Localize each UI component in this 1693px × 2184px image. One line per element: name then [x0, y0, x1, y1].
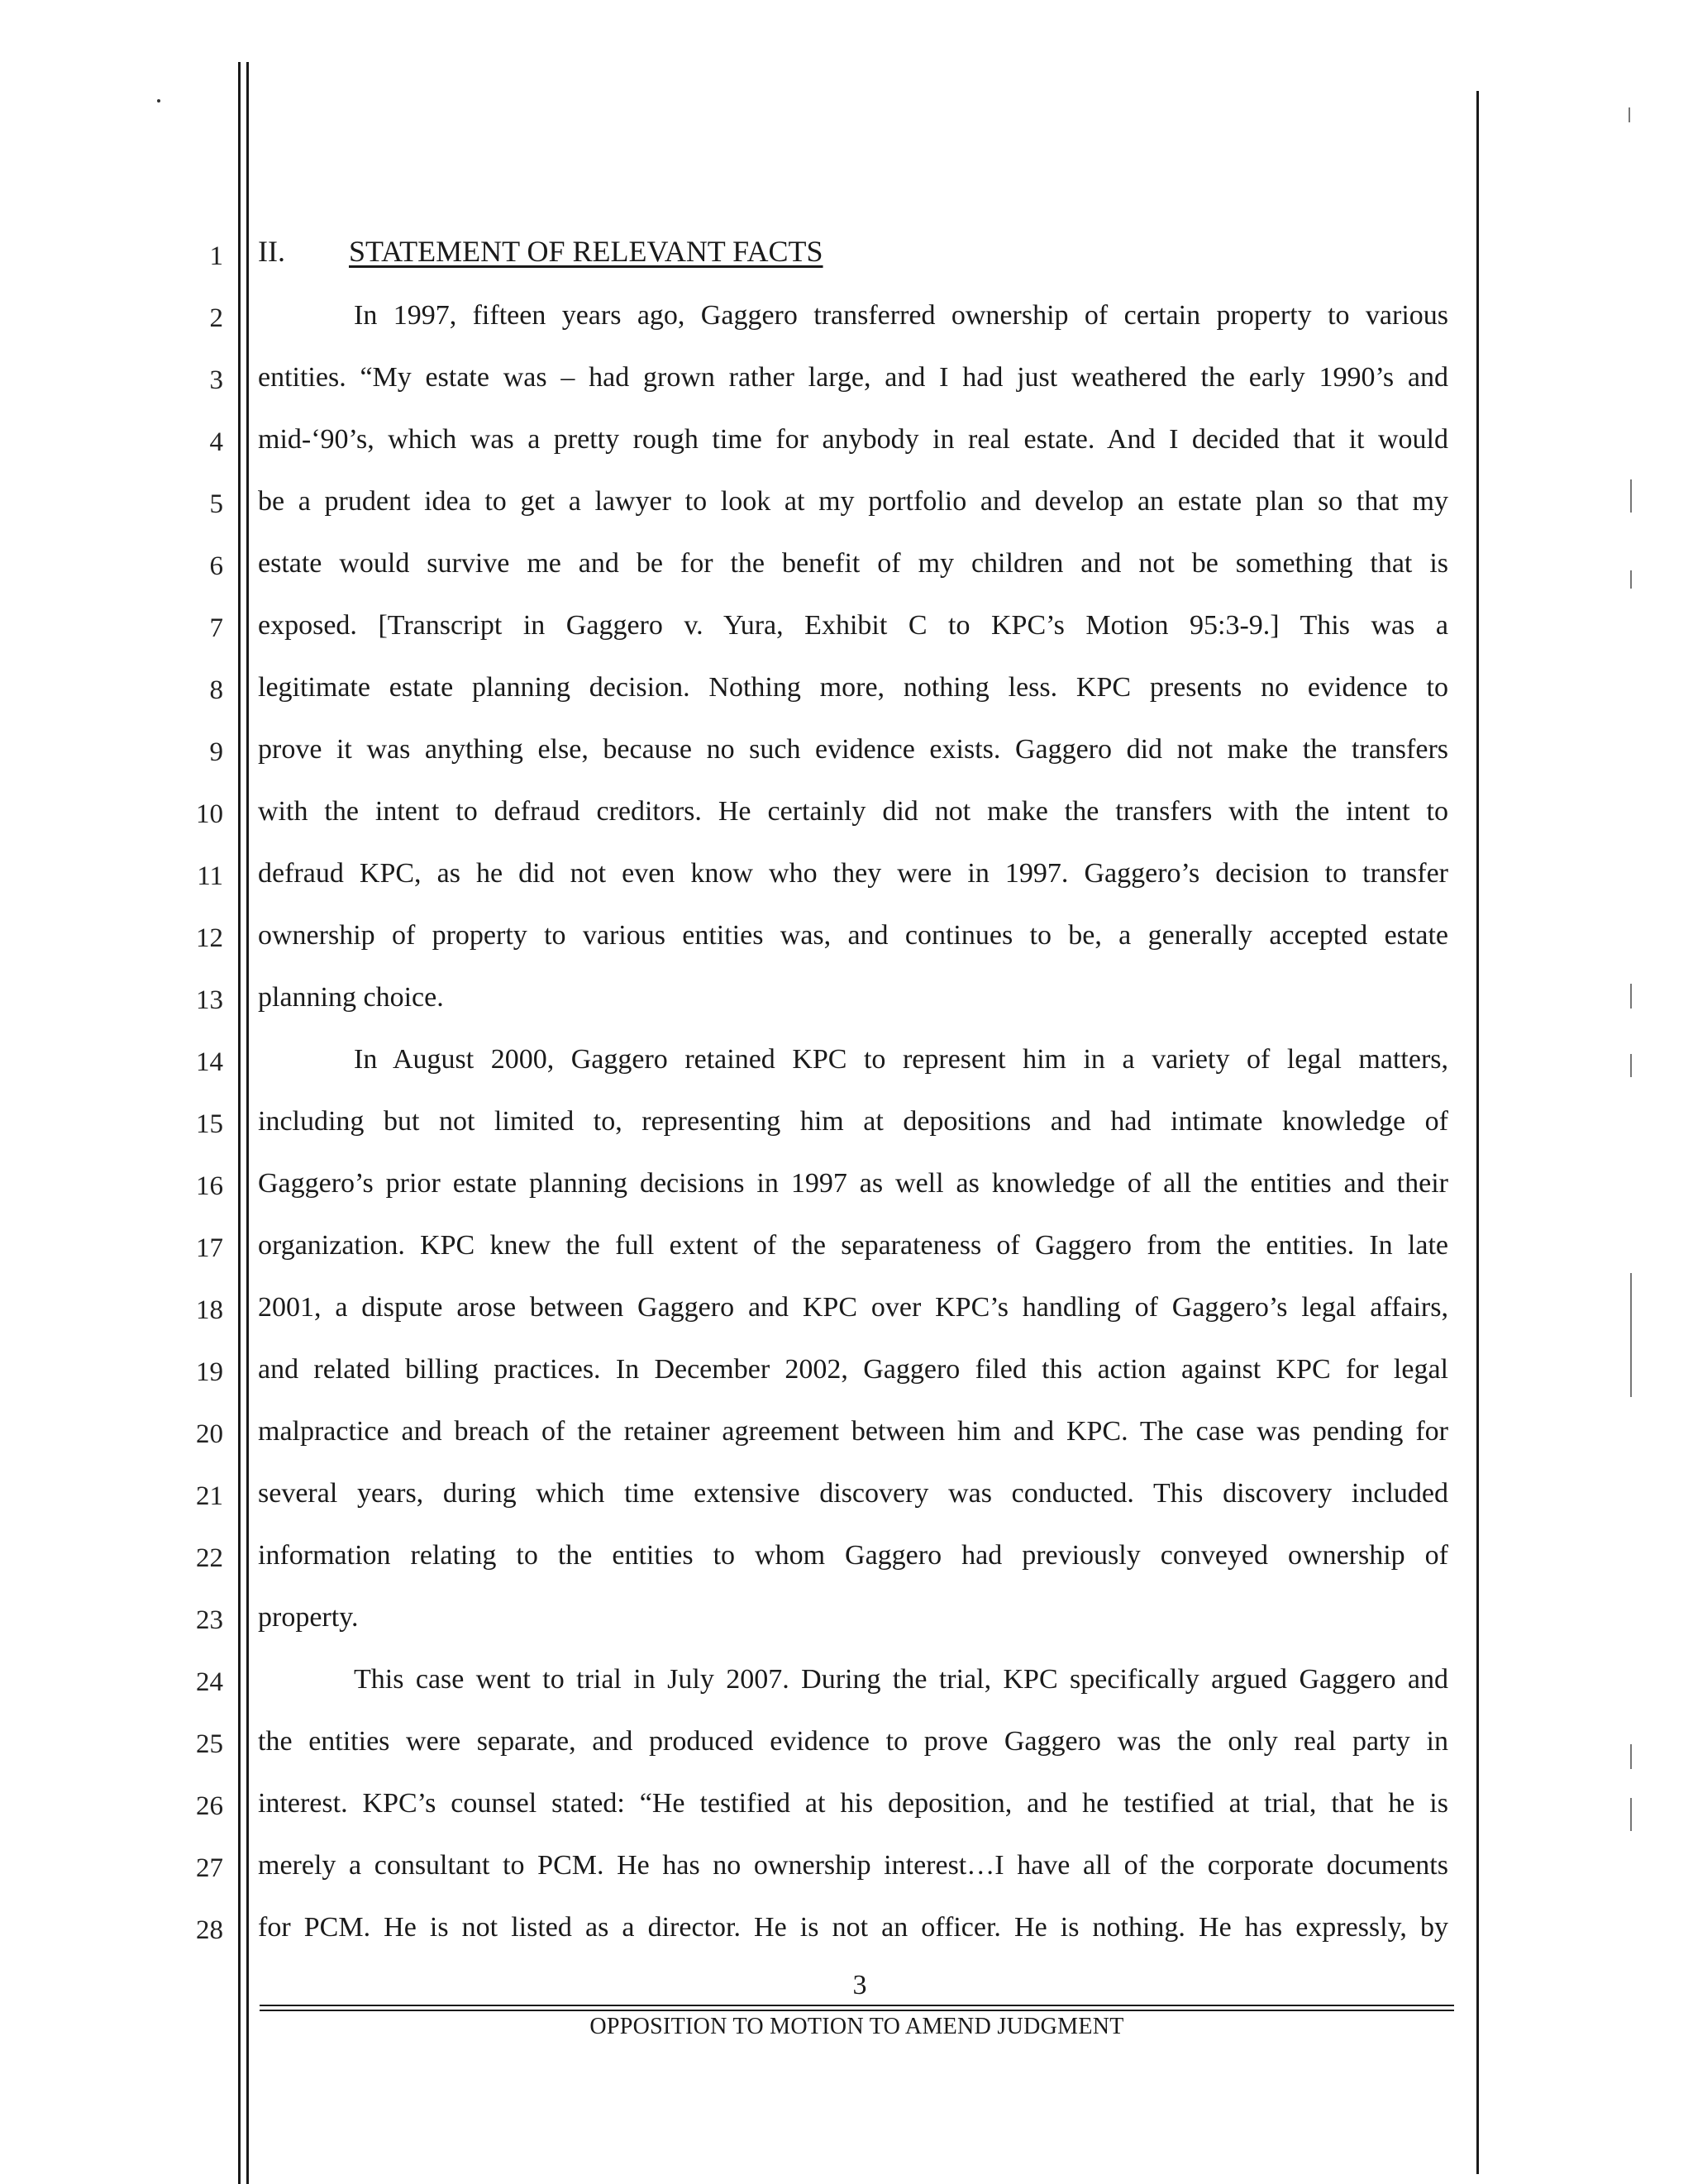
line-number: 27: [196, 1853, 223, 1883]
text-line: Gaggero’s prior estate planning decisions in 1997 as well as knowledge of all the entities and their: [258, 1168, 1448, 1199]
line-number: 6: [209, 551, 223, 581]
text-line: organization. KPC knew the full extent of the separateness of Gaggero from the entities. In late: [258, 1230, 1448, 1261]
text-line: malpractice and breach of the retainer agreement between him and KPC. The case was pending for: [258, 1416, 1448, 1447]
line-number: 24: [196, 1667, 223, 1697]
line-number: 14: [196, 1047, 223, 1077]
line-number: 17: [196, 1233, 223, 1263]
text-line: and related billing practices. In December 2002, Gaggero filed this action against KPC for legal: [258, 1354, 1448, 1385]
text-line: entities. “My estate was – had grown rather large, and I had just weathered the early 1990’s and: [258, 362, 1448, 393]
text-line: 2001, a dispute arose between Gaggero and KPC over KPC’s handling of Gaggero’s legal affairs,: [258, 1292, 1448, 1323]
scan-speck: [1630, 479, 1632, 513]
line-number: 12: [196, 923, 223, 953]
scan-speck: [1630, 984, 1632, 1009]
text-line: legitimate estate planning decision. Nothing more, nothing less. KPC presents no evidence to: [258, 672, 1448, 703]
line-number: 7: [209, 613, 223, 643]
scan-speck: [1630, 1054, 1632, 1077]
text-line: exposed. [Transcript in Gaggero v. Yura, Exhibit C to KPC’s Motion 95:3-9.] This was a: [258, 610, 1448, 641]
line-number: 5: [209, 489, 223, 519]
line-number: 11: [197, 861, 223, 891]
section-numeral: II.: [258, 235, 285, 268]
scan-speck: [1630, 1798, 1632, 1831]
line-number: 16: [196, 1171, 223, 1201]
text-line: planning choice.: [258, 982, 444, 1013]
document-body: [258, 0, 1448, 2184]
text-line: defraud KPC, as he did not even know who they were in 1997. Gaggero’s decision to transfer: [258, 858, 1448, 889]
line-number: 4: [209, 427, 223, 457]
line-number: 25: [196, 1729, 223, 1759]
text-line: ownership of property to various entities was, and continues to be, a generally accepted estate: [258, 920, 1448, 951]
line-number: 9: [209, 737, 223, 767]
line-number: 21: [196, 1481, 223, 1511]
left-margin-rule-outer: [238, 62, 241, 2184]
line-number: 1: [209, 241, 223, 271]
text-line: mid-‘90’s, which was a pretty rough time for anybody in real estate. And I decided that it would: [258, 424, 1448, 455]
section-title: STATEMENT OF RELEVANT FACTS: [349, 235, 823, 268]
line-number: 28: [196, 1915, 223, 1945]
text-line: merely a consultant to PCM. He has no ownership interest…I have all of the corporate documents: [258, 1850, 1448, 1881]
text-line: for PCM. He is not listed as a director. He is not an officer. He is nothing. He has expressly, by: [258, 1912, 1448, 1943]
footer-rule: [260, 2005, 1454, 2006]
line-number: 26: [196, 1791, 223, 1821]
text-line: property.: [258, 1602, 359, 1633]
scan-speck: [1630, 1273, 1632, 1397]
footer-title: OPPOSITION TO MOTION TO AMEND JUDGMENT: [589, 2014, 1124, 2039]
right-margin-rule: [1476, 91, 1479, 2174]
text-line: including but not limited to, representing him at depositions and had intimate knowledge of: [258, 1106, 1448, 1137]
line-number: 13: [196, 985, 223, 1015]
line-number: 22: [196, 1543, 223, 1573]
text-line: with the intent to defraud creditors. He certainly did not make the transfers with the intent to: [258, 796, 1448, 827]
text-line: information relating to the entities to whom Gaggero had previously conveyed ownership of: [258, 1540, 1448, 1571]
line-number-column: [165, 0, 231, 2184]
line-number: 10: [196, 799, 223, 829]
line-number: 2: [209, 303, 223, 333]
line-number: 18: [196, 1295, 223, 1325]
page-number: 3: [852, 1970, 867, 2000]
text-line: In 1997, fifteen years ago, Gaggero transferred ownership of certain property to various: [354, 300, 1448, 331]
scan-speck: [1629, 107, 1630, 122]
text-line: be a prudent idea to get a lawyer to look at my portfolio and develop an estate plan so that my: [258, 486, 1448, 517]
text-line: In August 2000, Gaggero retained KPC to represent him in a variety of legal matters,: [354, 1044, 1448, 1075]
footer-rule: [260, 2010, 1454, 2011]
scan-speck: [1630, 1744, 1632, 1769]
text-line: interest. KPC’s counsel stated: “He testified at his deposition, and he testified at trial, that he is: [258, 1788, 1448, 1819]
line-number: 8: [209, 675, 223, 705]
section-heading: [258, 233, 823, 269]
text-line: prove it was anything else, because no such evidence exists. Gaggero did not make the transfers: [258, 734, 1448, 765]
scan-speck: [157, 99, 160, 103]
scan-speck: [1630, 570, 1632, 589]
line-number: 19: [196, 1357, 223, 1387]
text-line: the entities were separate, and produced evidence to prove Gaggero was the only real party in: [258, 1726, 1448, 1757]
line-number: 23: [196, 1605, 223, 1635]
text-line: several years, during which time extensive discovery was conducted. This discovery included: [258, 1478, 1448, 1509]
text-line: estate would survive me and be for the benefit of my children and not be something that is: [258, 548, 1448, 579]
line-number: 15: [196, 1109, 223, 1139]
text-line: This case went to trial in July 2007. During the trial, KPC specifically argued Gaggero and: [354, 1664, 1448, 1695]
line-number: 3: [209, 365, 223, 395]
left-margin-rule-inner: [246, 62, 249, 2184]
line-number: 20: [196, 1419, 223, 1449]
